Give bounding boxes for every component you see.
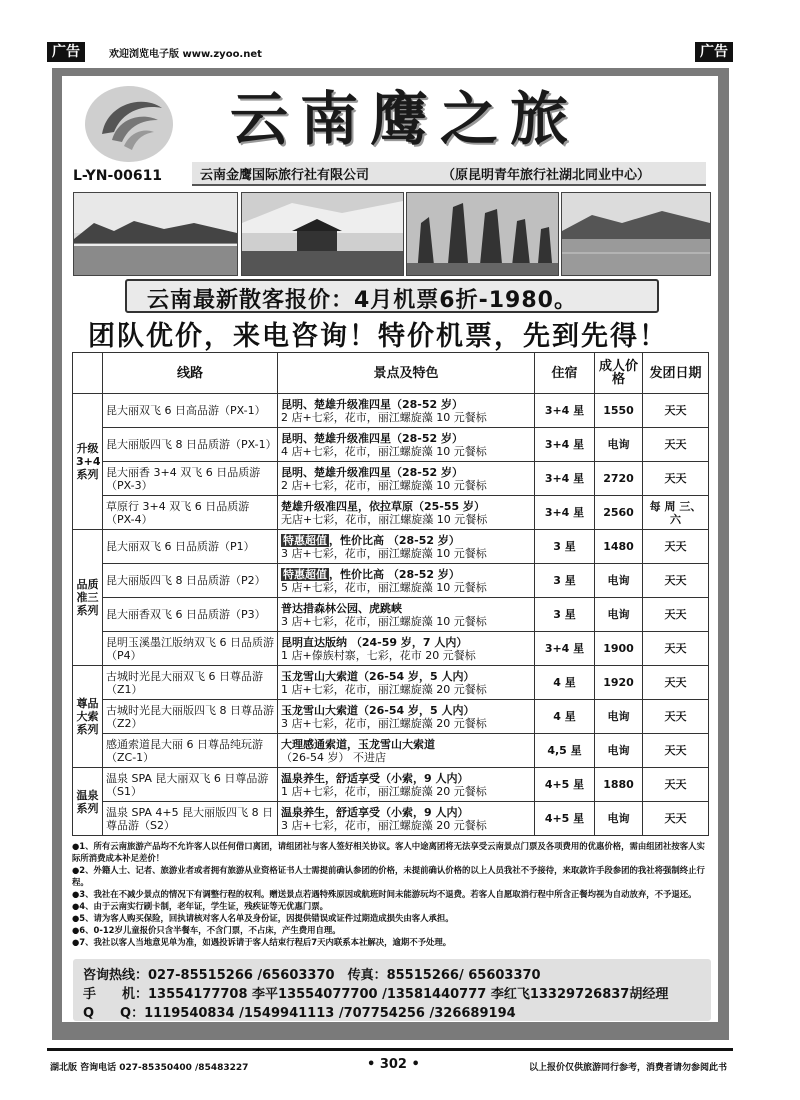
route-features: 普达措森林公园、虎跳峡 3 店+七彩，花市，丽江螺旋藻 10 元餐标	[278, 598, 535, 632]
route-price: 1920	[595, 666, 643, 700]
ad-tag-right: 广告	[695, 42, 733, 62]
price-banner	[125, 279, 659, 313]
company-name: 云南金鹰国际旅行社有限公司	[200, 168, 370, 183]
header-route: 线路	[103, 353, 278, 394]
route-price: 电询	[595, 428, 643, 462]
route-date: 天天	[643, 768, 709, 802]
qq-row: Q Q：1119540834 /1549941113 /707754256 /326689194	[83, 1006, 516, 1021]
route-name: 昆大丽版四飞 8 日品质游（P2）	[103, 564, 278, 598]
qq-numbers: 1119540834 /1549941113 /707754256 /326689194	[144, 1006, 516, 1021]
route-date: 天天	[643, 802, 709, 836]
table-row	[73, 700, 709, 734]
company-bar	[192, 162, 706, 186]
terms-notes	[72, 840, 712, 948]
photo-mountain-lake	[561, 192, 711, 276]
note-item: ●7、我社以客人当地意见单为准，如遇投诉请于客人结束行程后7天内联系本社解决，逾期不予处理。	[72, 937, 452, 947]
photo-stone-forest	[406, 192, 559, 276]
route-features: 玉龙雪山大索道（26-54 岁，5 人内） 3 店+七彩，花市，丽江螺旋藻 20 元餐标	[278, 700, 535, 734]
route-name: 古城时光昆大丽版四飞 8 日尊品游（Z2）	[103, 700, 278, 734]
note-item: ●5、请为客人购买保险，回执请核对客人名单及身份证，因提供错误或证件过期造成损失由客人承担。	[72, 913, 454, 923]
route-price: 电询	[595, 734, 643, 768]
photo-lake-village	[73, 192, 238, 276]
route-hotel: 3 星	[535, 530, 595, 564]
route-date: 天天	[643, 666, 709, 700]
route-features: 温泉养生，舒适享受（小索，9 人内） 1 店+七彩，花市，丽江螺旋藻 20 元餐标	[278, 768, 535, 802]
table-row	[73, 666, 709, 700]
route-name: 昆大丽双飞 6 日品质游（P1）	[103, 530, 278, 564]
route-price: 2560	[595, 496, 643, 530]
mobile-row: 手 机：13554177708 李平13554077700 /13581440777 李红飞13329726837胡经理	[83, 987, 669, 1002]
eagle-logo-icon	[82, 84, 176, 164]
route-hotel: 3 星	[535, 564, 595, 598]
route-price: 1550	[595, 394, 643, 428]
route-price: 1880	[595, 768, 643, 802]
route-hotel: 3+4 星	[535, 428, 595, 462]
table-row	[73, 564, 709, 598]
table-row	[73, 462, 709, 496]
route-name: 昆明玉溪墨江版纳双飞 6 日品质游（P4）	[103, 632, 278, 666]
route-features: 玉龙雪山大索道（26-54 岁，5 人内） 1 店+七彩，花市，丽江螺旋藻 20 元餐标	[278, 666, 535, 700]
route-date: 每 周 三、六	[643, 496, 709, 530]
note-item: ●3、我社在不减少景点的情况下有调整行程的权利。赠送景点若遇特殊原因或航班时间未能游玩均不退费。若客人自愿取消行程中所含正餐均视为自动放弃，不予退还。	[72, 889, 697, 899]
footer-disclaimer: 以上报价仅供旅游同行参考，消费者请勿参阅此书	[528, 1063, 727, 1073]
table-row	[73, 496, 709, 530]
special-offer-tag: 特惠超值	[283, 533, 327, 547]
routes-table	[72, 352, 709, 836]
route-date: 天天	[643, 394, 709, 428]
note-item: ●2、外籍人士、记者、旅游业者或者拥有旅游从业资格证书人士需提前确认参团的价格，未提前确认价格的以上人员我社不予接待，来取款许手段参团的我社将强制终止行程。	[72, 865, 705, 887]
route-price: 2720	[595, 462, 643, 496]
brand-title: 云南鹰之旅	[230, 85, 581, 153]
table-row	[73, 530, 709, 564]
note-item: ●6、0-12岁儿童报价只含半餐车，不含门票，不占床，产生费用自理。	[72, 925, 341, 935]
route-hotel: 3+4 星	[535, 394, 595, 428]
route-date: 天天	[643, 462, 709, 496]
note-item: ●1、所有云南旅游产品均不允许客人以任何借口离团，请组团社与客人签好相关协议。客人中途离团将无法享受云南景点门票及各项费用的优惠价格，需由组团社按客人实际所消费成本补足差价！	[72, 841, 705, 863]
route-hotel: 4+5 星	[535, 768, 595, 802]
ad-tag-left: 广告	[47, 42, 85, 62]
route-features: 昆明直达版纳 （24-59 岁，7 人内） 1 店+傣族村寨，七彩，花市 20 元餐标	[278, 632, 535, 666]
note-item: ●4、由于云南实行刷卡制，老年证，学生证，残疾证等无优惠门票。	[72, 901, 329, 911]
table-row	[73, 394, 709, 428]
hotline-row: 咨询热线：027-85515266 /65603370 传真：85515266/ 65603370	[83, 968, 541, 983]
footer-phone: 湖北版 咨询电话 027-85350400 /85483227	[50, 1063, 249, 1073]
route-price: 电询	[595, 564, 643, 598]
route-features: 昆明、楚雄升级准四星（28-52 岁） 2 店+七彩，花市，丽江螺旋藻 10 元餐标	[278, 462, 535, 496]
route-hotel: 4 星	[535, 700, 595, 734]
route-name: 温泉 SPA 4+5 昆大丽版四飞 8 日尊品游（S2）	[103, 802, 278, 836]
route-features: 昆明、楚雄升级准四星（28-52 岁） 2 店+七彩，花市，丽江螺旋藻 10 元餐标	[278, 394, 535, 428]
route-price: 1900	[595, 632, 643, 666]
route-name: 昆大丽版四飞 8 日品质游（PX-1）	[103, 428, 278, 462]
route-hotel: 3+4 星	[535, 632, 595, 666]
header-price: 成人价格	[595, 353, 643, 394]
route-hotel: 4+5 星	[535, 802, 595, 836]
route-name: 昆大丽香 3+4 双飞 6 日品质游（PX-3）	[103, 462, 278, 496]
table-row	[73, 598, 709, 632]
table-row	[73, 768, 709, 802]
welcome-text: 欢迎浏览电子版 www.zyoo.net	[109, 49, 262, 60]
route-hotel: 4 星	[535, 666, 595, 700]
page-footer	[47, 1048, 733, 1081]
table-row	[73, 734, 709, 768]
header-category	[73, 353, 103, 394]
route-price: 电询	[595, 802, 643, 836]
route-features: 温泉养生，舒适享受（小索，9 人内） 3 店+七彩，花市，丽江螺旋藻 20 元餐标	[278, 802, 535, 836]
route-date: 天天	[643, 598, 709, 632]
route-date: 天天	[643, 428, 709, 462]
route-price: 电询	[595, 598, 643, 632]
table-row	[73, 428, 709, 462]
route-hotel: 3+4 星	[535, 496, 595, 530]
route-hotel: 4,5 星	[535, 734, 595, 768]
route-features: 特惠超值 ，性价比高 （28-52 岁） 5 店+七彩，花市，丽江螺旋藻 10 元餐标	[278, 564, 535, 598]
route-hotel: 3+4 星	[535, 462, 595, 496]
license-number: L-YN-00611	[73, 168, 163, 184]
route-name: 草原行 3+4 双飞 6 日品质游（PX-4）	[103, 496, 278, 530]
top-bar	[47, 42, 733, 62]
category-premium: 尊品大索系列	[73, 666, 103, 768]
header-feature: 景点及特色	[278, 353, 535, 394]
category-quality: 品质准三系列	[73, 530, 103, 666]
route-features: 楚雄升级准四星，依拉草原（25-55 岁） 无店+七彩，花市，丽江螺旋藻 10 元餐标	[278, 496, 535, 530]
fax-number: 85515266/ 65603370	[386, 968, 541, 983]
header-date: 发团日期	[643, 353, 709, 394]
header-hotel: 住宿	[535, 353, 595, 394]
route-features: 大理感通索道，玉龙雪山大索道 （26-54 岁） 不进店	[278, 734, 535, 768]
page-number: • 302 •	[367, 1057, 420, 1072]
table-header-row	[73, 353, 709, 394]
route-name: 感通索道昆大丽 6 日尊品纯玩游（ZC-1）	[103, 734, 278, 768]
table-row	[73, 802, 709, 836]
route-name: 古城时光昆大丽双飞 6 日尊品游（Z1）	[103, 666, 278, 700]
route-date: 天天	[643, 564, 709, 598]
route-name: 昆大丽香双飞 6 日品质游（P3）	[103, 598, 278, 632]
route-date: 天天	[643, 734, 709, 768]
special-offer-tag: 特惠超值	[283, 567, 327, 581]
price-banner-text: 云南最新散客报价：4月机票6折-1980。	[147, 288, 577, 313]
photo-temple	[241, 192, 404, 276]
route-date: 天天	[643, 700, 709, 734]
hotline-number: 027-85515266 /65603370	[148, 968, 335, 983]
route-date: 天天	[643, 632, 709, 666]
route-price: 电询	[595, 700, 643, 734]
category-upgrade: 升级3+4系列	[73, 394, 103, 530]
mobile-numbers: 13554177708 李平13554077700 /13581440777 李红飞13329726837胡经理	[148, 987, 669, 1002]
route-date: 天天	[643, 530, 709, 564]
category-hot-spring: 温泉系列	[73, 768, 103, 836]
slogan: 团队优价，来电咨询！特价机票，先到先得！	[88, 321, 668, 352]
route-features: 昆明、楚雄升级准四星（28-52 岁） 4 店+七彩，花市，丽江螺旋藻 10 元餐标	[278, 428, 535, 462]
route-price: 1480	[595, 530, 643, 564]
contact-box	[73, 959, 711, 1021]
route-hotel: 3 星	[535, 598, 595, 632]
route-name: 昆大丽双飞 6 日高品游（PX-1）	[103, 394, 278, 428]
table-row	[73, 632, 709, 666]
company-subtitle: （原昆明青年旅行社湖北同业中心）	[442, 168, 651, 183]
route-name: 温泉 SPA 昆大丽双飞 6 日尊品游（S1）	[103, 768, 278, 802]
route-features: 特惠超值 ，性价比高 （28-52 岁） 3 店+七彩，花市，丽江螺旋藻 10 元餐标	[278, 530, 535, 564]
